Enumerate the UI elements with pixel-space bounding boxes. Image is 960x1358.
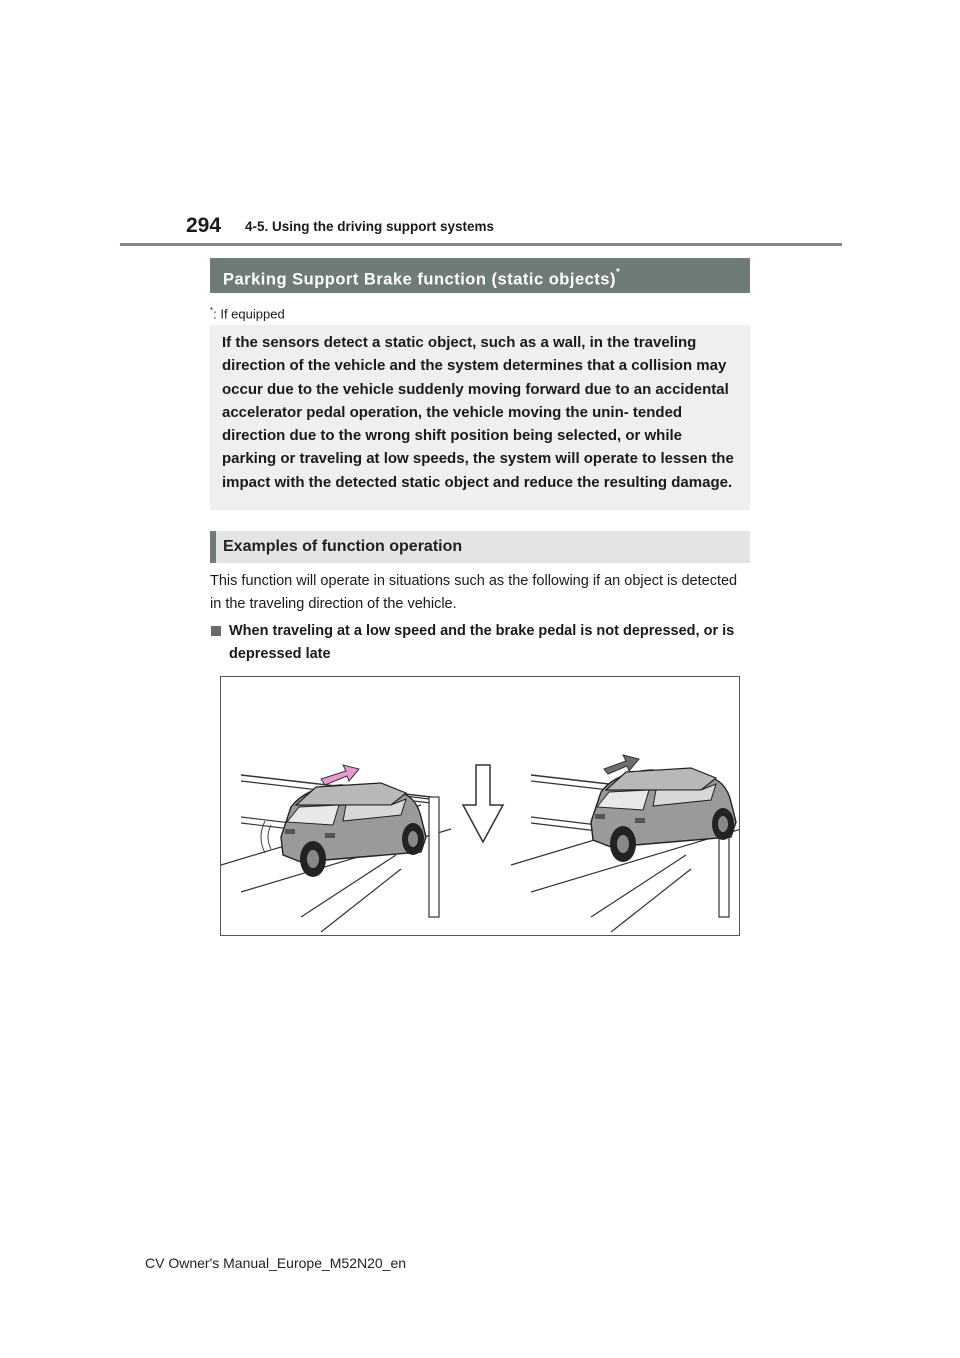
header-section-title: 4-5. Using the driving support systems	[245, 219, 495, 234]
footer-text: CV Owner's Manual_Europe_M52N20_en	[145, 1255, 407, 1271]
illustration	[221, 677, 739, 935]
bullet-text: When traveling at a low speed and the brake pedal is not depressed, or is depressed late	[229, 623, 735, 662]
intro-text: If the sensors detect a static object, such as a wall, in the traveling direction of the vehicle and the system determines that a collision may occur due to the vehicle suddenly moving forward due to an accidental accelerator pedal operation, the vehicle moving the unin- tended direction due to the wrong shift position being selected, or while parking or traveling at low speeds, the system will operate to lessen the impact with the detected static object and reduce the resulting damage.	[222, 334, 734, 491]
footnote-mark: *	[210, 306, 214, 315]
bullet-heading	[210, 620, 750, 666]
intro-box	[210, 325, 750, 510]
footnote	[210, 306, 285, 321]
scene-before	[221, 775, 451, 932]
section-title-bar	[210, 258, 750, 293]
page-number: 294	[186, 214, 222, 237]
footnote-text: : If equipped	[213, 306, 285, 322]
section-title: Parking Support Brake function (static objects)	[223, 270, 616, 289]
transition-arrow-icon	[463, 765, 503, 842]
motion-arrow-before	[321, 765, 359, 785]
header-divider	[120, 243, 842, 246]
subsection-title: Examples of function operation	[223, 538, 463, 555]
body-paragraph: This function will operate in situations such as the following if an object is detected in the traveling direction of the vehicle.	[210, 573, 738, 612]
scene-after	[511, 768, 739, 932]
square-bullet-icon	[211, 626, 221, 636]
subsection-title-bar	[210, 531, 750, 563]
section-title-mark: *	[615, 267, 621, 278]
illustration-frame	[220, 676, 740, 936]
